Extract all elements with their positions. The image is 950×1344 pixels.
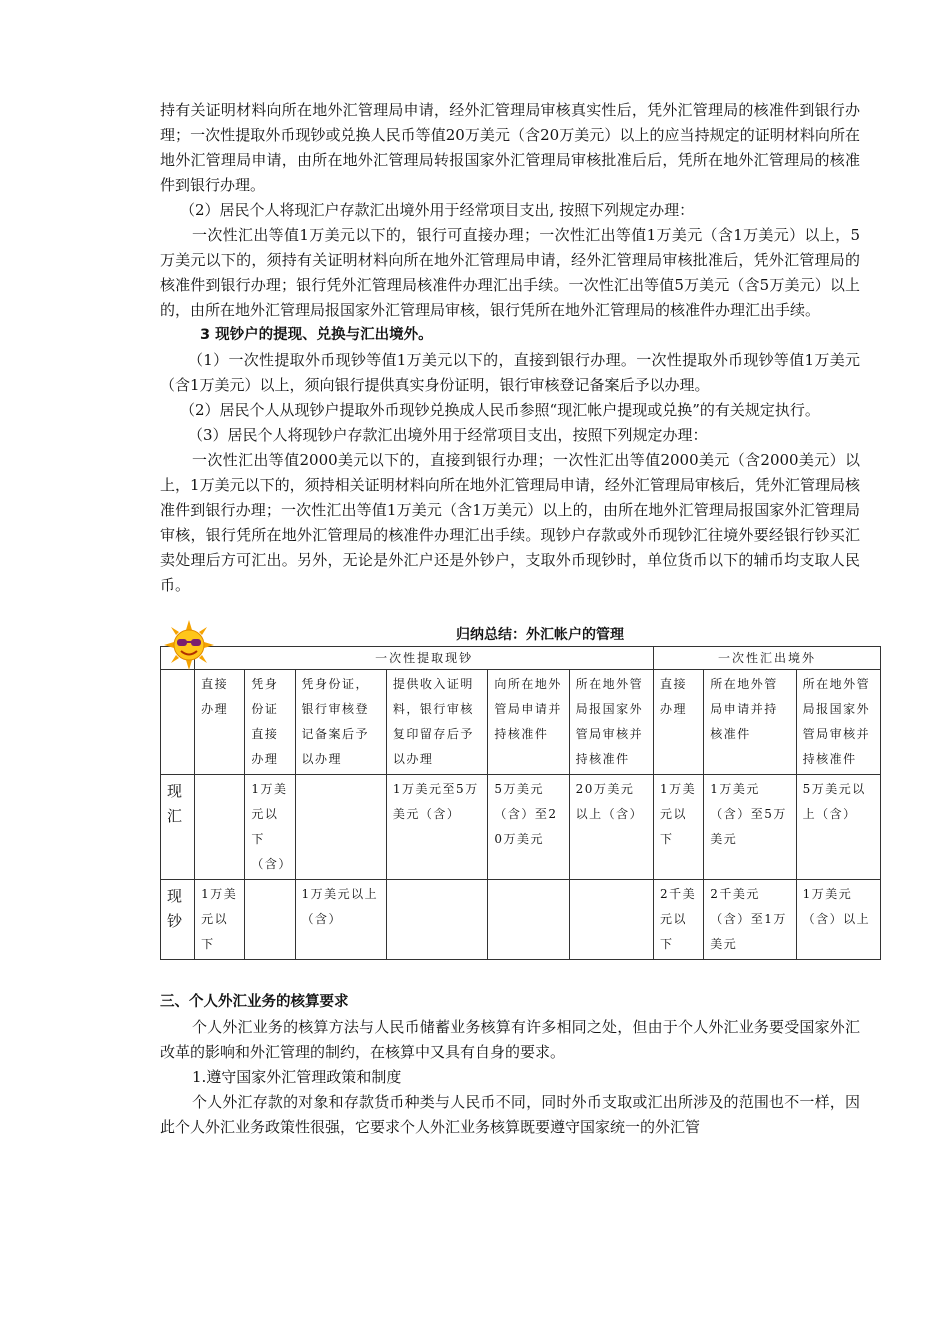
table-cell: 2千美元以下 (654, 880, 704, 960)
table-cell (386, 880, 487, 960)
table-cell (488, 880, 569, 960)
document-page (160, 98, 871, 1140)
summary-block (160, 624, 871, 960)
paragraph: （2）居民个人将现汇户存款汇出境外用于经常项目支出, 按照下列规定办理： (180, 201, 695, 219)
column-header: 凭身份证，银行审核登记备案后予以办理 (295, 670, 386, 775)
column-header: 凭身份证直接办理 (245, 670, 295, 775)
column-header: 直接办理 (195, 670, 245, 775)
column-header: 直接办理 (654, 670, 704, 775)
table-cell: 1万美元至5万美元（含） (386, 775, 487, 880)
paragraph: 持有关证明材料向所在地外汇管理局申请，经外汇管理局审核真实性后，凭外汇管理局的核准件到银行办理；一次性提取外币现钞或兑换人民币等值20万美元（含20万美元）以上的应当持规定的证明材料向所在地外汇管理局申请，由所在地外汇管理局转报国家外汇管理局审核批准后后，凭所在地外汇管理局的核准件到银行办理。 (160, 101, 860, 194)
table-cell (195, 775, 245, 880)
column-header: 所在地外管局申请并持核准件 (704, 670, 796, 775)
table-cell: 1万美元以下 (654, 775, 704, 880)
table-cell: 5万美元以上（含） (796, 775, 880, 880)
table-subheader-row (161, 670, 881, 775)
table-cell (161, 670, 195, 775)
column-header: 所在地外管局报国家外管局审核并持核准件 (569, 670, 653, 775)
table-cell: 1万美元以下 (195, 880, 245, 960)
paragraph: 个人外汇存款的对象和存款货币种类与人民币不同，同时外币支取或汇出所涉及的范围也不一样，因此个人外汇业务政策性很强，它要求个人外汇业务核算既要遵守国家统一的外汇管 (160, 1093, 860, 1136)
table-cell: 1万美元以下（含） (245, 775, 295, 880)
paragraph: 一次性汇出等值1万美元以下的，银行可直接办理；一次性汇出等值1万美元（含1万美元）以上，5万美元以下的，须持有关证明材料向所在地外汇管理局申请，经外汇管理局审核批准后，凭外汇管理局的核准件到银行办理；银行凭外汇管理局核准件办理汇出手续。一次性汇出等值5万美元（含5万美元）以上的，由所在地外汇管理局报国家外汇管理局审核，银行凭所在地外汇管理局的核准件办理汇出手续。 (160, 226, 860, 319)
summary-table (160, 646, 881, 960)
table-cell (295, 775, 386, 880)
summary-title: 归纳总结：外汇帐户的管理 (456, 627, 624, 643)
group-header: 一次性提取现钞 (195, 647, 654, 670)
table-cell: 2千美元（含）至1万美元 (704, 880, 796, 960)
numbered-subheading: 1.遵守国家外汇管理政策和制度 (192, 1068, 402, 1086)
table-cell (569, 880, 653, 960)
table-row (161, 880, 881, 960)
paragraph: 个人外汇业务的核算方法与人民币储蓄业务核算有许多相同之处，但由于个人外汇业务要受国家外汇改革的影响和外汇管理的制约，在核算中又具有自身的要求。 (160, 1018, 860, 1061)
table-cell: 5万美元（含）至20万美元 (488, 775, 569, 880)
sun-sunglasses-icon (164, 620, 214, 670)
table-cell: 1万美元以上（含） (295, 880, 386, 960)
table-row (161, 775, 881, 880)
paragraph: （3）居民个人将现钞户存款汇出境外用于经常项目支出，按照下列规定办理： (188, 426, 708, 444)
paragraph: 一次性汇出等值2000美元以下的，直接到银行办理；一次性汇出等值2000美元（含2000美元）以上，1万美元以下的，须持相关证明材料向所在地外汇管理局申请，经外汇管理局审核后，凭外汇管理局核准件到银行办理；一次性汇出等值1万美元（含1万美元）以上的，由所在地外汇管理局报国家外汇管理局审核，银行凭所在地外汇管理局的核准件办理汇出手续。现钞户存款或外币现钞汇往境外要经银行钞买汇卖处理后方可汇出。另外，无论是外汇户还是外钞户，支取外币现钞时，单位货币以下的辅币均支取人民币。 (160, 451, 860, 594)
table-cell: 20万美元以上（含） (569, 775, 653, 880)
table-cell: 1万美元（含）至5万美元 (704, 775, 796, 880)
section-heading: 三、个人外汇业务的核算要求 (160, 994, 349, 1010)
paragraph: （2）居民个人从现钞户提取外币现钞兑换成人民币参照“现汇帐户提现或兑换”的有关规定执行。 (180, 401, 820, 419)
subsection-heading: 3 现钞户的提现、兑换与汇出境外。 (200, 327, 433, 343)
table-header-row (161, 647, 881, 670)
row-label: 现钞 (161, 880, 195, 960)
column-header: 提供收入证明料，银行审核复印留存后予以办理 (386, 670, 487, 775)
paragraph: （1）一次性提取外币现钞等值1万美元以下的，直接到银行办理。一次性提取外币现钞等值1万美元（含1万美元）以上，须向银行提供真实身份证明，银行审核登记备案后予以办理。 (160, 351, 860, 394)
column-header: 所在地外管局报国家外管局审核并持核准件 (796, 670, 880, 775)
group-header: 一次性汇出境外 (654, 647, 881, 670)
table-cell: 1万美元（含）以上 (796, 880, 880, 960)
table-cell (245, 880, 295, 960)
column-header: 向所在地外管局申请并持核准件 (488, 670, 569, 775)
row-label: 现汇 (161, 775, 195, 880)
